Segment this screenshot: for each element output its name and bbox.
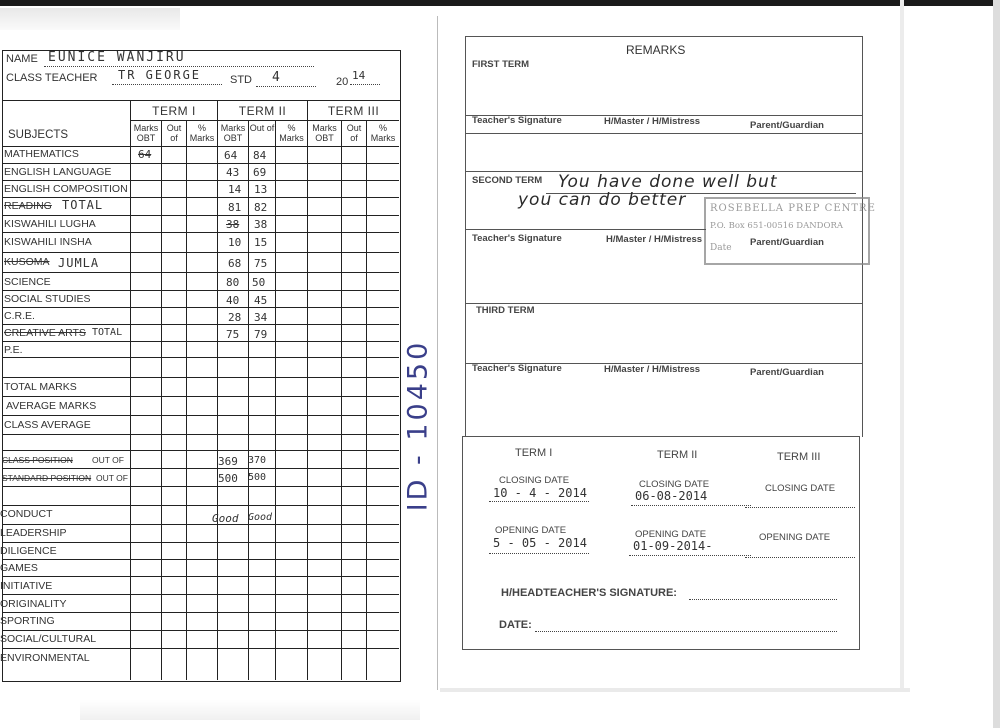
row-line (2, 648, 399, 649)
side-id-note (402, 310, 434, 540)
left-page-bottom-shadow (80, 700, 420, 720)
row-line (2, 612, 399, 613)
t3-marks-obt: Marks OBT (312, 123, 337, 143)
t2-class-position-out-of: 370 (248, 455, 267, 466)
col-line (341, 120, 342, 680)
stamp-address: P.O. Box 651-00516 DANDORA (710, 221, 843, 231)
subjects-header: SUBJECTS (8, 129, 69, 141)
row-line (2, 324, 399, 325)
t1-pct-marks: % Marks (189, 123, 215, 143)
t3-pct-marks: % Marks (370, 123, 396, 143)
std-underline (256, 86, 316, 87)
row-line (2, 357, 399, 358)
row-line (2, 450, 399, 451)
t2-standard-position: 500 (218, 472, 238, 485)
t3-closing-label: CLOSING DATE (765, 483, 836, 494)
dates-panel (462, 436, 860, 650)
subject-english-composition: ENGLISH COMPOSITION (4, 183, 128, 195)
t2-closing-line (631, 505, 751, 506)
t2-obt-cre: 28 (228, 311, 242, 324)
col-line (366, 120, 367, 680)
row-line (2, 215, 399, 216)
t2-obt-english-language: 43 (226, 166, 240, 179)
dates-term-i: TERM I (515, 447, 553, 459)
col-line (130, 100, 131, 680)
school-stamp (704, 197, 876, 265)
leadership-label: LEADERSHIP (0, 527, 67, 539)
hmaster-2: H/Master / H/Mistress (606, 234, 703, 245)
term-2-header: TERM II (238, 104, 287, 118)
t2-pct-marks: % Marks (279, 123, 304, 143)
t2-obt-kiswahili-insha: 10 (228, 236, 242, 249)
subject-cre: C.R.E. (4, 310, 35, 322)
third-term-label: THIRD TERM (476, 305, 535, 316)
subject-mathematics: MATHEMATICS (4, 148, 79, 160)
teacher-sig-3: Teacher's Signature (472, 363, 562, 374)
t2-out-creative-arts: 79 (254, 328, 268, 341)
row-line (2, 377, 399, 378)
t1-mathematics-struck: 64 (138, 148, 152, 161)
row-line (2, 290, 399, 291)
standard-position-out-of: OUT OF (96, 473, 128, 483)
t2-obt-mathematics: 64 (224, 149, 238, 162)
conduct-label: CONDUCT (0, 508, 53, 520)
t1-out-of: Out of (166, 123, 182, 143)
t2-out-science: 50 (252, 276, 266, 289)
class-position-label: CLASS POSITION (2, 455, 73, 465)
diligence-label: DILIGENCE (0, 545, 57, 557)
t2-closing-value: 06-08-2014 (635, 489, 708, 503)
name-label: NAME (6, 53, 38, 65)
t2-opening-value: 01-09-2014- (633, 539, 713, 553)
row-line (2, 542, 399, 543)
row-line (2, 341, 399, 342)
class-average-label: CLASS AVERAGE (4, 419, 91, 431)
teacher-sig-2: Teacher's Signature (472, 233, 562, 244)
headteacher-signature-line (689, 599, 837, 600)
term-header-line (130, 120, 399, 121)
second-term-remark-2: you can do better (518, 190, 687, 210)
t3-opening-label: OPENING DATE (759, 532, 831, 543)
col-line (161, 120, 162, 680)
stamp-name: ROSEBELLA PREP CENTRE (710, 203, 876, 214)
t2-obt-kusoma: 68 (228, 257, 242, 270)
subject-creative-arts: CREATIVE ARTS (4, 327, 86, 339)
year-prefix: 20 (336, 76, 349, 88)
t2-out-kiswahili-lugha: 38 (254, 218, 268, 231)
row-line (2, 559, 399, 560)
t2-class-position: 369 (218, 455, 238, 468)
col-line (186, 120, 187, 680)
t1-opening-value: 5 - 05 - 2014 (493, 536, 587, 550)
second-term-remark-1: You have done well but (558, 172, 778, 192)
creative-arts-total-note: TOTAL (92, 327, 123, 338)
subject-pe: P.E. (4, 344, 23, 356)
t2-out-mathematics: 84 (253, 149, 267, 162)
t1-closing-value: 10 - 4 - 2014 (493, 486, 587, 500)
t2-out-cre: 34 (254, 311, 268, 324)
row-line (2, 630, 399, 631)
col-line (275, 120, 276, 680)
row-line (2, 415, 399, 416)
right-page-shadow (900, 0, 904, 690)
parent-3: Parent/Guardian (750, 367, 824, 378)
t2-conduct-out: Good (248, 512, 273, 523)
row-line (2, 146, 399, 147)
row-line (2, 576, 399, 577)
std-value: 4 (272, 70, 280, 85)
t2-obt-science: 80 (226, 276, 240, 289)
subject-kusoma: KUSOMA (4, 256, 50, 268)
row-line (2, 594, 399, 595)
left-report-card (0, 0, 420, 728)
t2-obt-social-studies: 40 (226, 294, 240, 307)
teacher-sig-1: Teacher's Signature (472, 115, 562, 126)
sporting-label: SPORTING (0, 615, 55, 627)
first-term-label: FIRST TERM (472, 59, 529, 70)
t2-obt-creative-arts: 75 (226, 328, 240, 341)
average-marks-label: AVERAGE MARKS (6, 400, 97, 412)
t2-obt-kiswahili-lugha: 38 (226, 218, 240, 231)
reading-total-note: TOTAL (62, 198, 104, 212)
remarks-title: REMARKS (626, 43, 686, 57)
t2-standard-position-out-of: 500 (248, 472, 267, 483)
row-line (2, 486, 399, 487)
fold-line (437, 16, 438, 690)
divider (466, 229, 706, 230)
term-1-header: TERM I (152, 104, 196, 118)
environmental-label: ENVIRONMENTAL (0, 652, 90, 664)
total-marks-label: TOTAL MARKS (4, 381, 77, 393)
subject-science: SCIENCE (4, 276, 51, 288)
subject-kiswahili-lugha: KISWAHILI LUGHA (4, 218, 96, 230)
name-value: EUNICE WANJIRU (48, 50, 186, 65)
side-id-text: ID - 10450 (402, 339, 434, 512)
games-label: GAMES (0, 562, 38, 574)
divider (466, 303, 862, 304)
t2-conduct-obt: Good (212, 512, 239, 525)
subject-kiswahili-insha: KISWAHILI INSHA (4, 236, 92, 248)
term-3-header: TERM III (327, 104, 380, 118)
standard-position-label: STANDARD POSITION (2, 473, 92, 483)
t1-closing-label: CLOSING DATE (499, 475, 570, 486)
t2-opening-label: OPENING DATE (635, 529, 707, 540)
row-line (2, 272, 399, 273)
row-line (2, 524, 399, 525)
t3-closing-line (745, 507, 855, 508)
year-underline (350, 84, 380, 85)
parent-1: Parent/Guardian (750, 120, 824, 131)
initiative-label: INITIATIVE (0, 580, 53, 592)
class-position-out-of: OUT OF (92, 455, 124, 465)
t3-out-of: Out of (346, 123, 362, 143)
col-line (307, 100, 308, 680)
col-line (248, 120, 249, 680)
hmaster-1: H/Master / H/Mistress (604, 116, 701, 127)
t2-out-kusoma: 75 (254, 257, 268, 270)
class-teacher-underline (112, 84, 222, 85)
t2-closing-label: CLOSING DATE (639, 479, 710, 490)
row-line (2, 468, 399, 469)
originality-label: ORIGINALITY (0, 598, 67, 610)
headteacher-signature-label: H/HEADTEACHER'S SIGNATURE: (501, 587, 677, 599)
t1-opening-label: OPENING DATE (495, 525, 567, 536)
row-line (2, 180, 399, 181)
t2-obt-english-composition: 14 (228, 183, 242, 196)
t2-out-reading: 82 (254, 201, 268, 214)
row-line (2, 307, 399, 308)
t2-out-social-studies: 45 (254, 294, 268, 307)
class-teacher-value: TR GEORGE (118, 68, 202, 82)
remarks-panel (465, 36, 876, 437)
hmaster-3: H/Master / H/Mistress (604, 364, 701, 375)
col-line (217, 100, 218, 680)
dates-term-ii: TERM II (657, 449, 698, 461)
row-line (2, 252, 399, 253)
dates-term-iii: TERM III (777, 451, 821, 463)
right-scan-edge (993, 0, 1000, 728)
right-page-bottom-edge (440, 688, 910, 692)
class-teacher-label: CLASS TEACHER (6, 72, 98, 84)
t3-opening-line (745, 557, 855, 558)
subject-reading: READING (4, 200, 52, 212)
std-label: STD (230, 74, 252, 86)
date-line (535, 631, 837, 632)
t2-marks-obt: Marks OBT (220, 123, 246, 143)
t2-opening-line (629, 555, 751, 556)
parent-2: Parent/Guardian (750, 237, 824, 248)
t1-closing-line (489, 501, 589, 502)
t2-out-of: Out of (249, 123, 275, 133)
name-underline (44, 66, 314, 67)
subject-social-studies: SOCIAL STUDIES (4, 293, 91, 305)
row-line (2, 396, 399, 397)
t1-opening-line (489, 553, 589, 554)
year-value: 14 (352, 69, 366, 82)
subject-english-language: ENGLISH LANGUAGE (4, 166, 112, 178)
t2-out-kiswahili-insha: 15 (254, 236, 268, 249)
row-line (2, 434, 399, 435)
stamp-date: Date (710, 243, 732, 253)
t2-out-english-language: 69 (253, 166, 267, 179)
second-term-label: SECOND TERM (472, 175, 543, 186)
t2-out-english-composition: 13 (254, 183, 268, 196)
t2-obt-reading: 81 (228, 201, 242, 214)
social-cultural-label: SOCIAL/CULTURAL (0, 633, 97, 645)
kusoma-jumla-note: JUMLA (58, 256, 100, 270)
row-line (2, 232, 399, 233)
t1-marks-obt: Marks OBT (133, 123, 159, 143)
row-line (2, 163, 399, 164)
date-label: DATE: (499, 619, 532, 631)
row-line (2, 505, 399, 506)
divider (466, 133, 862, 134)
